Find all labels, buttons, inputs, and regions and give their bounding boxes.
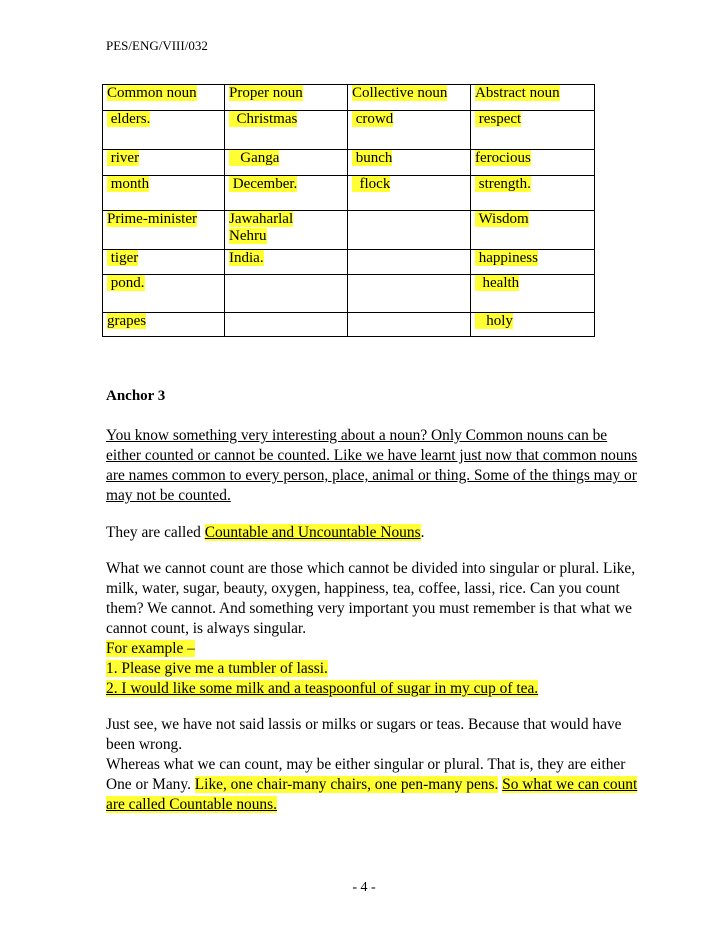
table-cell: river [103, 150, 225, 176]
table-cell: Ganga [225, 150, 348, 176]
countable-uncountable-highlight: Countable and Uncountable Nouns [204, 524, 421, 541]
table-cell: strength. [471, 176, 595, 211]
called-paragraph: They are called Countable and Uncountable Nouns. [106, 524, 425, 541]
table-header-cell: Common noun [103, 85, 225, 111]
table-cell: respect [471, 111, 595, 150]
table-cell: pond. [103, 275, 225, 313]
table-cell: happiness [471, 250, 595, 275]
table-header-row [103, 85, 595, 111]
table-cell: Jawaharlal Nehru [225, 211, 348, 250]
table-row [103, 111, 595, 150]
table-cell: India. [225, 250, 348, 275]
table-row [103, 313, 595, 337]
table-cell: grapes [103, 313, 225, 337]
countable-definition-highlight: So what we can count are called Countable nouns. [106, 776, 638, 813]
countable-paragraph: Just see, we have not said lassis or milks or sugars or teas. Because that would have been wrong. Whereas what we can count, may be either singular or plural. That is, they are either One or Many. Like, one chair-many chairs, one pen-many pens. So what we can count are called Countable nouns. [106, 716, 638, 813]
table-row [103, 150, 595, 176]
table-row [103, 250, 595, 275]
section-heading: Anchor 3 [106, 388, 166, 404]
table-cell: crowd [348, 111, 471, 150]
table-row [103, 275, 595, 313]
intro-paragraph: You know something very interesting about a noun? Only Common nouns can be either counted or cannot be counted. Like we have learnt just now that common nouns are names common to every person, place, animal or thing. Some of the things may or may not be counted. [106, 427, 638, 504]
table-header-cell: Abstract noun [471, 85, 595, 111]
table-cell [348, 313, 471, 337]
table-row [103, 176, 595, 211]
document-code: PES/ENG/VIII/032 [106, 38, 208, 53]
table-cell: Christmas [225, 111, 348, 150]
table-cell [225, 313, 348, 337]
example-2: 2. I would like some milk and a teaspoonful of sugar in my cup of tea. [106, 680, 539, 697]
table-cell [348, 211, 471, 250]
table-cell [348, 275, 471, 313]
table-cell [348, 250, 471, 275]
table-cell: month [103, 176, 225, 211]
table-cell: tiger [103, 250, 225, 275]
table-row [103, 211, 595, 250]
page-number: - 4 - [352, 880, 376, 895]
table-cell: bunch [348, 150, 471, 176]
table-cell: Wisdom [471, 211, 595, 250]
table-cell [225, 275, 348, 313]
table-cell: Prime-minister [103, 211, 225, 250]
table-cell: health [471, 275, 595, 313]
example-label: For example – [106, 640, 195, 657]
table-header-cell: Proper noun [225, 85, 348, 111]
table-cell: holy [471, 313, 595, 337]
table-cell: elders. [103, 111, 225, 150]
noun-table [102, 84, 595, 337]
table-cell: December. [225, 176, 348, 211]
uncountable-paragraph: What we cannot count are those which cannot be divided into singular or plural. Like, milk, water, sugar, beauty, oxygen, happiness, tea, coffee, lassi, rice. Can you count them? We cannot. And something very important you must remember is that what we cannot count, is always singular. For example – 1. Please give me a tumbler of lassi. 2. I would like some milk and a teaspoonful of sugar in my cup of tea. [106, 560, 636, 697]
table-cell: ferocious [471, 150, 595, 176]
example-1: 1. Please give me a tumbler of lassi. [106, 660, 328, 677]
table-header-cell: Collective noun [348, 85, 471, 111]
countable-example-highlight: Like, one chair-many chairs, one pen-many pens. [194, 776, 499, 793]
table-cell: flock [348, 176, 471, 211]
